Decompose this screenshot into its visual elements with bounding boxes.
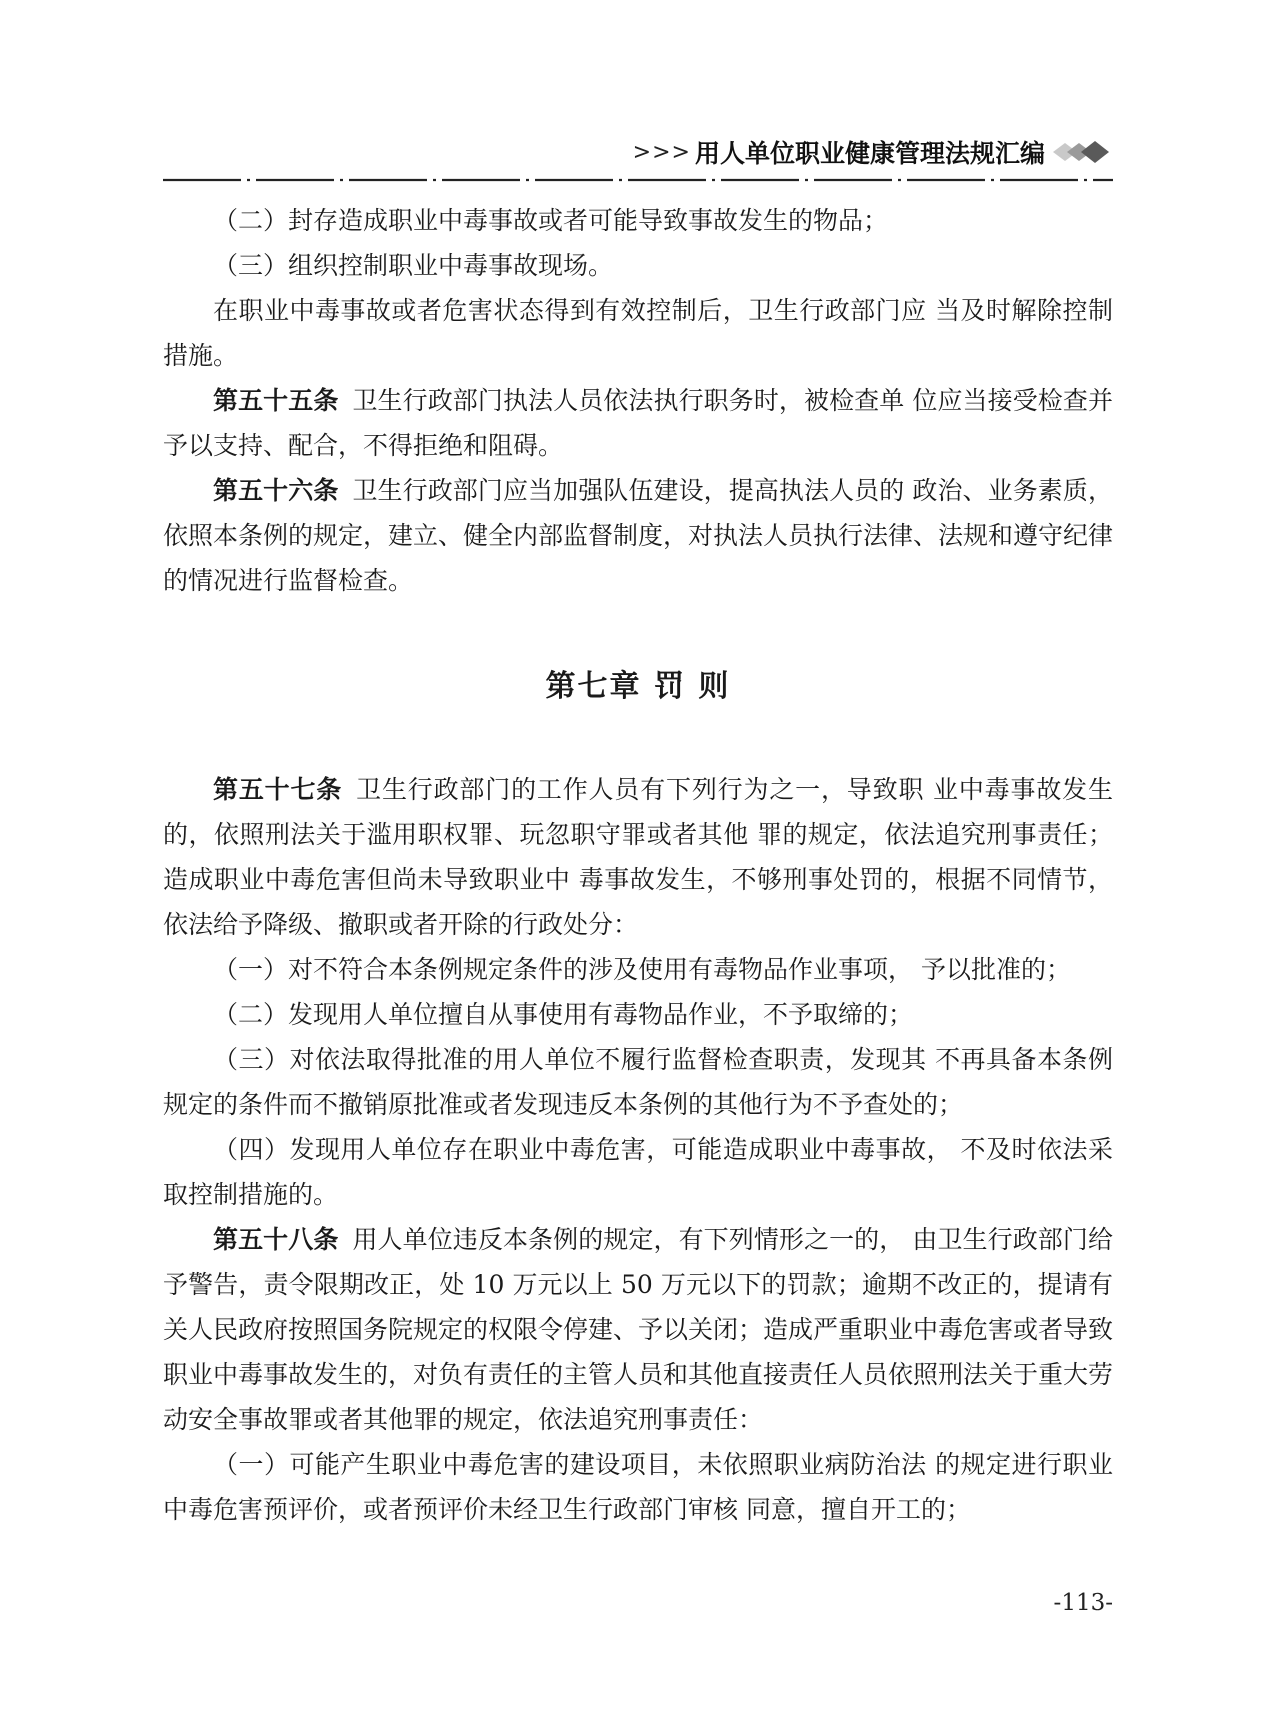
article-paragraph [163, 378, 1113, 468]
article-number: 第五十八条 [213, 1225, 339, 1254]
body-paragraph [163, 1127, 1113, 1217]
body-paragraph [163, 947, 1113, 992]
diamond-ornament-icon [1051, 139, 1113, 165]
paragraph-text: 卫生行政部门的工作人员有下列行为之一，导致职 业中毒事故发生的，依照刑法关于滥用职权罪、玩忽职守罪或者其他 罪的规定，依法追究刑事责任；造成职业中毒危害但尚未导致职业中 毒事故发生，不够刑事处罚的，根据不同情节，依法给予降级、撤职或者开除的行政处分： [163, 775, 1113, 939]
article-number: 第五十七条 [213, 775, 343, 804]
paragraph-text: （二）封存造成职业中毒事故或者可能导致事故发生的物品； [213, 206, 889, 235]
article-paragraph [163, 767, 1113, 947]
paragraph-text: （二）发现用人单位擅自从事使用有毒物品作业，不予取缔的； [213, 1000, 914, 1029]
body-paragraph [163, 1442, 1113, 1532]
article-number: 第五十五条 [213, 386, 339, 415]
paragraph-text: （一）对不符合本条例规定条件的涉及使用有毒物品作业事项， 予以批准的； [213, 955, 1071, 984]
chapter-title: 第七章 罚 则 [545, 669, 731, 704]
paragraph-text: （三）组织控制职业中毒事故现场。 [213, 251, 614, 280]
paragraph-text: （一）可能产生职业中毒危害的建设项目，未依照职业病防治法 的规定进行职业中毒危害预评价，或者预评价未经卫生行政部门审核 同意，擅自开工的； [163, 1450, 1113, 1524]
page-number: -113- [1053, 1590, 1113, 1616]
article-paragraph [163, 468, 1113, 603]
paragraph-text: 在职业中毒事故或者危害状态得到有效控制后，卫生行政部门应 当及时解除控制措施。 [163, 296, 1113, 370]
body-paragraph [163, 288, 1113, 378]
body-paragraph [163, 198, 1113, 243]
header-arrows: >>> [632, 139, 691, 165]
header-title-group [633, 134, 1113, 170]
paragraph-text: 用人单位违反本条例的规定，有下列情形之一的， 由卫生行政部门给予警告，责令限期改正，处 10 万元以上 50 万元以下的罚款；逾期不改正的，提请有关人民政府按照国务院规定的权限令停建、予以关闭；造成严重职业中毒危害或者导致职业中毒事故发生的，对负有责任的主管人员和其他直接责任人员依照刑法关于重大劳动安全事故罪或者其他罪的规定，依法追究刑事责任： [163, 1225, 1114, 1434]
article-paragraph [163, 1217, 1113, 1442]
paragraph-text: 卫生行政部门执法人员依法执行职务时，被检查单 位应当接受检查并予以支持、配合，不得拒绝和阻碍。 [163, 386, 1113, 460]
body-paragraph [163, 992, 1113, 1037]
paragraph-text: （三）对依法取得批准的用人单位不履行监督检查职责，发现其 不再具备本条例规定的条件而不撤销原批准或者发现违反本条例的其他行为不予查处的； [163, 1045, 1113, 1119]
body-paragraph [163, 243, 1113, 288]
header-title: 用人单位职业健康管理法规汇编 [694, 139, 1045, 168]
article-number: 第五十六条 [213, 476, 339, 505]
body-paragraph [163, 1037, 1113, 1127]
bottom-section [163, 767, 1113, 1532]
page-body [163, 198, 1113, 1532]
paragraph-text: 卫生行政部门应当加强队伍建设，提高执法人员的 政治、业务素质，依照本条例的规定，建立、健全内部监督制度，对执法人员执行法律、法规和遵守纪律的情况进行监督检查。 [163, 476, 1114, 595]
top-section [163, 198, 1113, 603]
header-rule [163, 176, 1113, 184]
paragraph-text: （四）发现用人单位存在职业中毒危害，可能造成职业中毒事故， 不及时依法采取控制措施的。 [163, 1135, 1113, 1209]
running-header [163, 134, 1113, 174]
